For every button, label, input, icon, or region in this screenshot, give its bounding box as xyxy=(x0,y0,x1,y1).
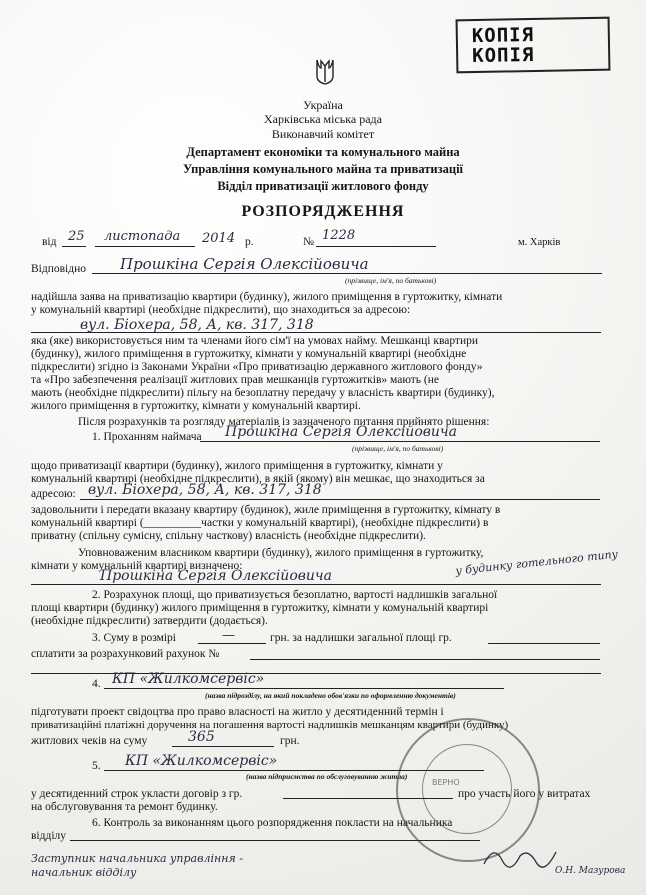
p3-line: Після розрахунків та розгляду матеріалів із зазначеного питання прийнято рішення: xyxy=(78,416,490,428)
p1-line1: надійшла заява на приватизацію квартири (будинку), жилого приміщення в гуртожитку, кімнати xyxy=(31,291,503,303)
p6-line1: Уповноваженим власником квартири (будинку), жилого приміщення в гуртожитку, xyxy=(78,547,484,559)
p5-line3: приватну (спільну сумісну, спільну часткову) власність (необхідне підкреслити). xyxy=(31,530,426,542)
p8-line1b: грн. за надлишки загальної площі гр. xyxy=(270,632,452,644)
city: м. Харків xyxy=(518,237,561,248)
p2-line6: жилого приміщення в гуртожитку, кімнати у комунальній квартирі. xyxy=(31,400,361,412)
recipient-name: Прошкіна Сергія Олексійовича xyxy=(120,255,369,273)
p6-line2: кімнати у комунальній квартирі визначено: xyxy=(31,560,243,572)
header-division: Відділ приватизації житлового фонду xyxy=(217,179,429,193)
date-year: 2014 xyxy=(202,231,236,246)
p2-line1: яка (яке) використовується ним та членами його сім'ї на умовах найму. Мешканці квартири xyxy=(31,335,479,347)
p2-line4: та «Про забезпечення реалізації житлових прав мешканців гуртожитків» мають (не xyxy=(31,374,439,386)
p9-currency: грн. xyxy=(280,735,300,747)
signer-name: О.Н. Мазурова xyxy=(555,866,626,876)
date-from-label: від xyxy=(42,236,57,248)
p9-line3: житлових чеків на суму xyxy=(31,735,148,747)
signature-title-2: начальник відділу xyxy=(31,866,137,879)
p6-hand-note: у будинку готельного типу xyxy=(454,547,619,578)
p9-line2: приватизаційні платіжні доручення на погашення вартості надлишків мешканцям квартири (будинку) xyxy=(31,719,509,731)
item1-name: Прошкіна Сергія Олексійовича xyxy=(225,424,457,440)
p4-line2: комунальній квартирі (необхідне підкреслити), в якій (якому) він мешкає, що знаходиться за xyxy=(31,473,485,485)
p7-line1: 2. Розрахунок площі, що приватизується безоплатно, вартості надлишків загальної xyxy=(92,589,498,601)
header-directorate: Управління комунального майна та приватизації xyxy=(182,162,464,176)
recipient-label: Відповідно xyxy=(31,263,87,275)
p2-line3: підкреслити) згідно із Законами України «Про приватизацію державного житлового фонду» xyxy=(31,361,483,373)
p4-line1: щодо приватизації квартири (будинку), жилого приміщення в гуртожитку, кімнати у xyxy=(31,460,443,472)
p11-line2: відділу xyxy=(31,830,67,842)
p11-line1: 6. Контроль за виконанням цього розпорядження покласти на начальника xyxy=(92,817,453,829)
p8-line1: 3. Суму в розмірі xyxy=(92,632,176,644)
p8-dash: — xyxy=(222,628,235,643)
p10-line1: у десятиденний строк укласти договір з гр. xyxy=(31,788,243,800)
seal-text: ВЕРНО xyxy=(432,778,460,787)
copy-stamp-line-1: КОПІЯ xyxy=(471,23,535,48)
p2-line2: (будинку), жилого приміщення в гуртожитку, кімнати у комунальній квартирі (необхідне xyxy=(31,348,467,360)
date-month: листопада xyxy=(104,229,181,244)
address-2: вул. Біохера, 58, А, кв. 317, 318 xyxy=(88,482,322,498)
item5-org: КП «Жилкомсервіс» xyxy=(125,753,278,769)
p1-line2: у комунальній квартирі (необхідне підкреслити), що знаходиться за адресою: xyxy=(31,304,411,316)
item4-org: КП «Жилкомсервіс» xyxy=(112,671,265,687)
p9-sum: 365 xyxy=(188,729,215,745)
item1-label: 1. Проханням наймача xyxy=(92,431,202,443)
document-title: РОЗПОРЯДЖЕННЯ xyxy=(241,203,405,220)
date-year-suffix: р. xyxy=(245,236,254,248)
header-council: Харківська міська рада xyxy=(264,112,382,126)
p7-line2: площі квартири (будинку) жилого приміщення в гуртожитку, кімнати у комунальній квартирі xyxy=(31,602,489,614)
recipient-caption: (прізвище, ім'я, по батькові) xyxy=(345,276,437,285)
p8-line2: сплатити за розрахунковий рахунок № xyxy=(31,648,220,660)
p5-line1: задовольнити і передати вказану квартиру (будинок), жиле приміщення в гуртожитку, кімнату в xyxy=(31,504,501,516)
number-label: № xyxy=(303,236,314,248)
date-day: 25 xyxy=(68,229,85,244)
owner-name: Прошкіна Сергія Олексійовича xyxy=(100,568,332,584)
p2-line5: мають (необхідне підкреслити) пільгу на безоплатну передачу у власність квартири (будинку), xyxy=(31,387,495,399)
handwritten-signature xyxy=(480,838,560,874)
order-number: 1228 xyxy=(322,228,356,243)
signature-title-1: Заступник начальника управління - xyxy=(31,852,243,865)
p7-line3: (необхідне підкреслити) затвердити (додається). xyxy=(31,615,268,627)
item1-caption: (прізвище, ім'я, по батькові) xyxy=(352,444,444,453)
header-country: Україна xyxy=(303,98,343,112)
copy-stamp xyxy=(456,17,611,74)
p9-line1: підготувати проект свідоцтва про право власності на житло у десятиденний термін і xyxy=(31,706,444,718)
header-department: Департамент економіки та комунального майна xyxy=(186,145,460,159)
address-1: вул. Біохера, 58, А, кв. 317, 318 xyxy=(80,317,314,333)
item4-caption: (назва підрозділу, на який покладено обов'язки по оформленню документів) xyxy=(205,691,456,700)
item5-caption: (назва підприємства по обслуговуванню житла) xyxy=(246,772,408,781)
p10-line2: на обслуговування та ремонт будинку. xyxy=(31,801,218,813)
p10-line1b: про участь його у витратах xyxy=(458,788,591,800)
copy-stamp-line-2: КОПІЯ xyxy=(471,43,535,68)
header-committee: Виконавчий комітет xyxy=(271,127,375,141)
item4-label: 4. xyxy=(92,678,101,690)
p4-line3-label: адресою: xyxy=(31,488,76,500)
item5-label: 5. xyxy=(92,760,101,772)
p5-line2: комунальній квартирі (__________частки у комунальній квартирі), (необхідне підкреслити) в xyxy=(31,517,489,529)
trident-emblem xyxy=(314,58,336,86)
